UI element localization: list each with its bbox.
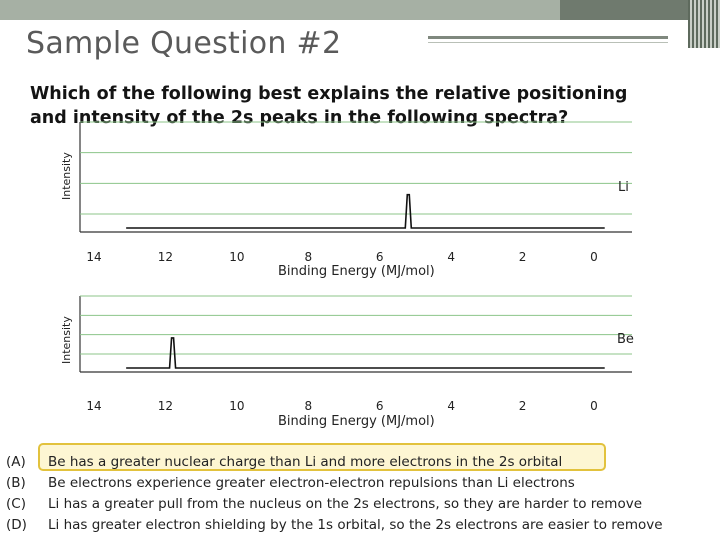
be-series-label: Be bbox=[617, 332, 634, 347]
be-peak-2s bbox=[126, 338, 605, 368]
header-stripes bbox=[688, 0, 720, 48]
be-tick-label: 10 bbox=[229, 399, 245, 413]
choice-b-text: Be electrons experience greater electron-electron repulsions than Li electrons bbox=[48, 475, 575, 491]
be-tick-label: 12 bbox=[157, 399, 174, 413]
li-series-label: Li bbox=[618, 180, 629, 195]
choice-c-letter: (C) bbox=[6, 496, 26, 512]
choice-b-letter: (B) bbox=[6, 475, 26, 491]
slide-title: Sample Question #2 bbox=[26, 26, 342, 61]
li-y-axis-label: Intensity bbox=[60, 152, 73, 200]
be-tick-label: 4 bbox=[447, 399, 455, 413]
li-tick-label: 6 bbox=[375, 250, 384, 264]
header-bar-light bbox=[0, 0, 560, 20]
be-tick-label: 6 bbox=[375, 399, 384, 413]
choice-a-text: Be has a greater nuclear charge than Li and more electrons in the 2s orbital bbox=[48, 454, 563, 470]
choice-d-text: Li has greater electron shielding by the 1s orbital, so the 2s electrons are easier to remove bbox=[48, 517, 663, 533]
title-rule-thin bbox=[428, 42, 668, 43]
li-peak-2s bbox=[126, 195, 605, 228]
li-tick-label: 0 bbox=[590, 250, 598, 264]
be-tick-label: 2 bbox=[518, 399, 527, 413]
li-x-axis-label: Binding Energy (MJ/mol) bbox=[278, 264, 435, 279]
choice-d-letter: (D) bbox=[6, 517, 27, 533]
be-x-axis-label: Binding Energy (MJ/mol) bbox=[278, 414, 435, 429]
li-tick-label: 4 bbox=[447, 250, 455, 264]
li-tick-label: 8 bbox=[304, 250, 313, 264]
choice-a-letter: (A) bbox=[6, 454, 26, 470]
be-tick-label: 14 bbox=[86, 399, 102, 413]
be-tick-label: 8 bbox=[304, 399, 313, 413]
li-tick-label: 10 bbox=[229, 250, 245, 264]
li-tick-label: 14 bbox=[86, 250, 102, 264]
li-tick-label: 2 bbox=[518, 250, 527, 264]
question-text: Which of the following best explains the relative positioning and intensity of the 2s peaks in the following spectra? bbox=[30, 84, 628, 128]
be-tick-label: 0 bbox=[590, 399, 598, 413]
title-rule bbox=[428, 36, 668, 39]
choice-c-text: Li has a greater pull from the nucleus on the 2s electrons, so they are harder to remove bbox=[48, 496, 643, 512]
be-y-axis-label: Intensity bbox=[60, 316, 73, 364]
li-tick-label: 12 bbox=[157, 250, 174, 264]
